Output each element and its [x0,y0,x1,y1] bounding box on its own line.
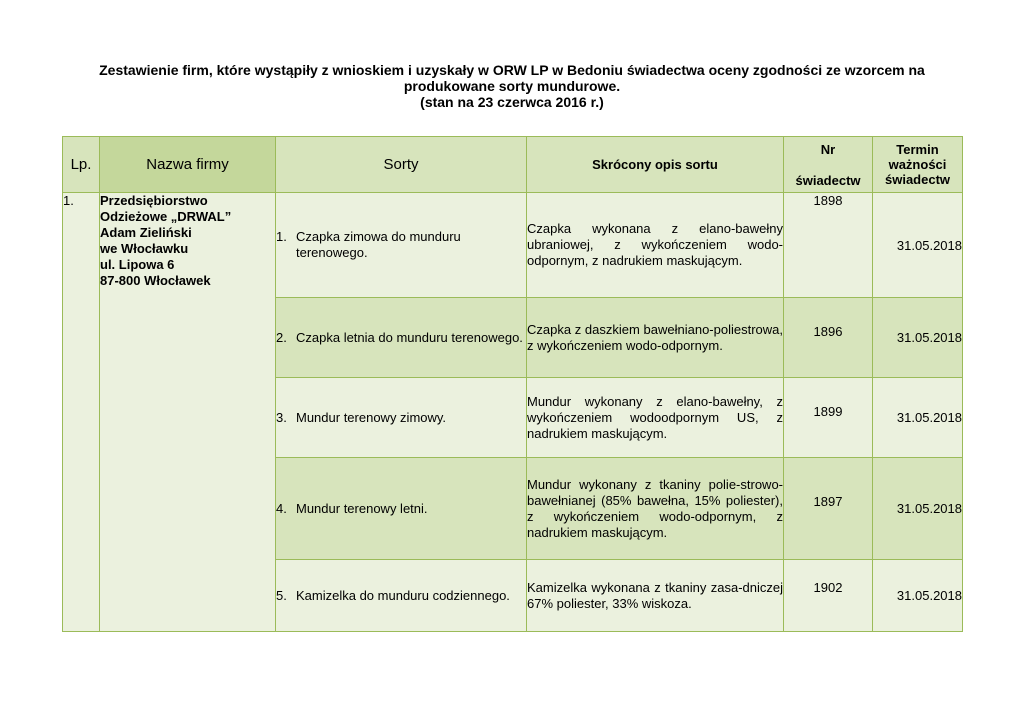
sort-cell [276,193,527,298]
sort-cell [276,560,527,632]
lp-cell: 1. [63,193,100,632]
sort-number: 2. [276,329,287,345]
table-row [63,193,963,298]
title-line-3: (stan na 23 czerwca 2016 r.) [420,94,604,110]
validity-date-cell: 31.05.2018 [873,378,963,458]
header-sorts: Sorty [276,137,527,193]
header-firm-name: Nazwa firmy [100,137,276,193]
header-lp: Lp. [63,137,100,193]
company-line: Odzieżowe „DRWAL” [100,209,232,224]
sort-cell [276,458,527,560]
table-header-row [63,137,963,193]
header-short-description: Skrócony opis sortu [527,137,784,193]
description-cell: Mundur wykonany z elano-bawełny, z wykończeniem wodoodpornym US, z nadrukiem maskującym. [527,378,784,458]
description-cell: Czapka z daszkiem bawełniano-poliestrowa, z wykończeniem wodo-odpornym. [527,298,784,378]
validity-date-cell: 31.05.2018 [873,298,963,378]
sort-cell [276,378,527,458]
document-title [60,62,964,110]
description-cell: Kamizelka wykonana z tkaniny zasa-dniczej 67% poliester, 33% wiskoza. [527,560,784,632]
header-term-line-2: ważności [888,157,947,172]
header-nr-bottom: świadectw [795,172,861,188]
certificate-number-cell: 1899 [784,378,873,458]
header-term-line-1: Termin [896,142,939,157]
sort-number: 1. [276,229,287,244]
header-nr-top: Nr [820,141,836,157]
company-line: 87-800 Włocławek [100,273,211,288]
validity-date-cell: 31.05.2018 [873,193,963,298]
sort-name: Czapka letnia do munduru terenowego. [296,329,523,345]
company-name-cell [100,193,276,632]
header-term-line-3: świadectw [884,172,951,187]
certificate-number-cell: 1898 [784,193,873,298]
sort-number: 3. [276,409,287,425]
sort-name: Kamizelka do munduru codziennego. [296,587,510,603]
certificates-table [62,136,963,632]
description-cell: Mundur wykonany z tkaniny polie-strowo-bawełnianej (85% bawełna, 15% poliester), z wykończeniem wodo-odpornym, z nadrukiem maskującym. [527,458,784,560]
title-line-1: Zestawienie firm, które wystąpiły z wnioskiem i uzyskały w ORW LP w Bedoniu świadectwa oceny zgodności ze wzorcem na [99,62,925,78]
certificate-number-cell: 1896 [784,298,873,378]
header-validity-term [873,137,963,193]
sort-number: 5. [276,587,287,603]
description-cell: Czapka wykonana z elano-bawełny ubraniowej, z wykończeniem wodo-odpornym, z nadrukiem maskującym. [527,193,784,298]
sort-cell [276,298,527,378]
certificate-number-cell: 1897 [784,458,873,560]
sort-name: Mundur terenowy zimowy. [296,409,447,425]
company-line: we Włocławku [100,241,189,256]
sort-name: Mundur terenowy letni. [296,500,428,516]
header-certificate-number [784,137,873,193]
company-line: Przedsiębiorstwo [100,193,208,208]
sort-name: Czapka zimowa do munduru terenowego. [296,229,461,260]
company-line: ul. Lipowa 6 [100,257,175,272]
title-line-2: produkowane sorty mundurowe. [403,78,621,94]
validity-date-cell: 31.05.2018 [873,560,963,632]
validity-date-cell: 31.05.2018 [873,458,963,560]
certificate-number-cell: 1902 [784,560,873,632]
sort-number: 4. [276,500,287,516]
company-line: Adam Zieliński [100,225,192,240]
